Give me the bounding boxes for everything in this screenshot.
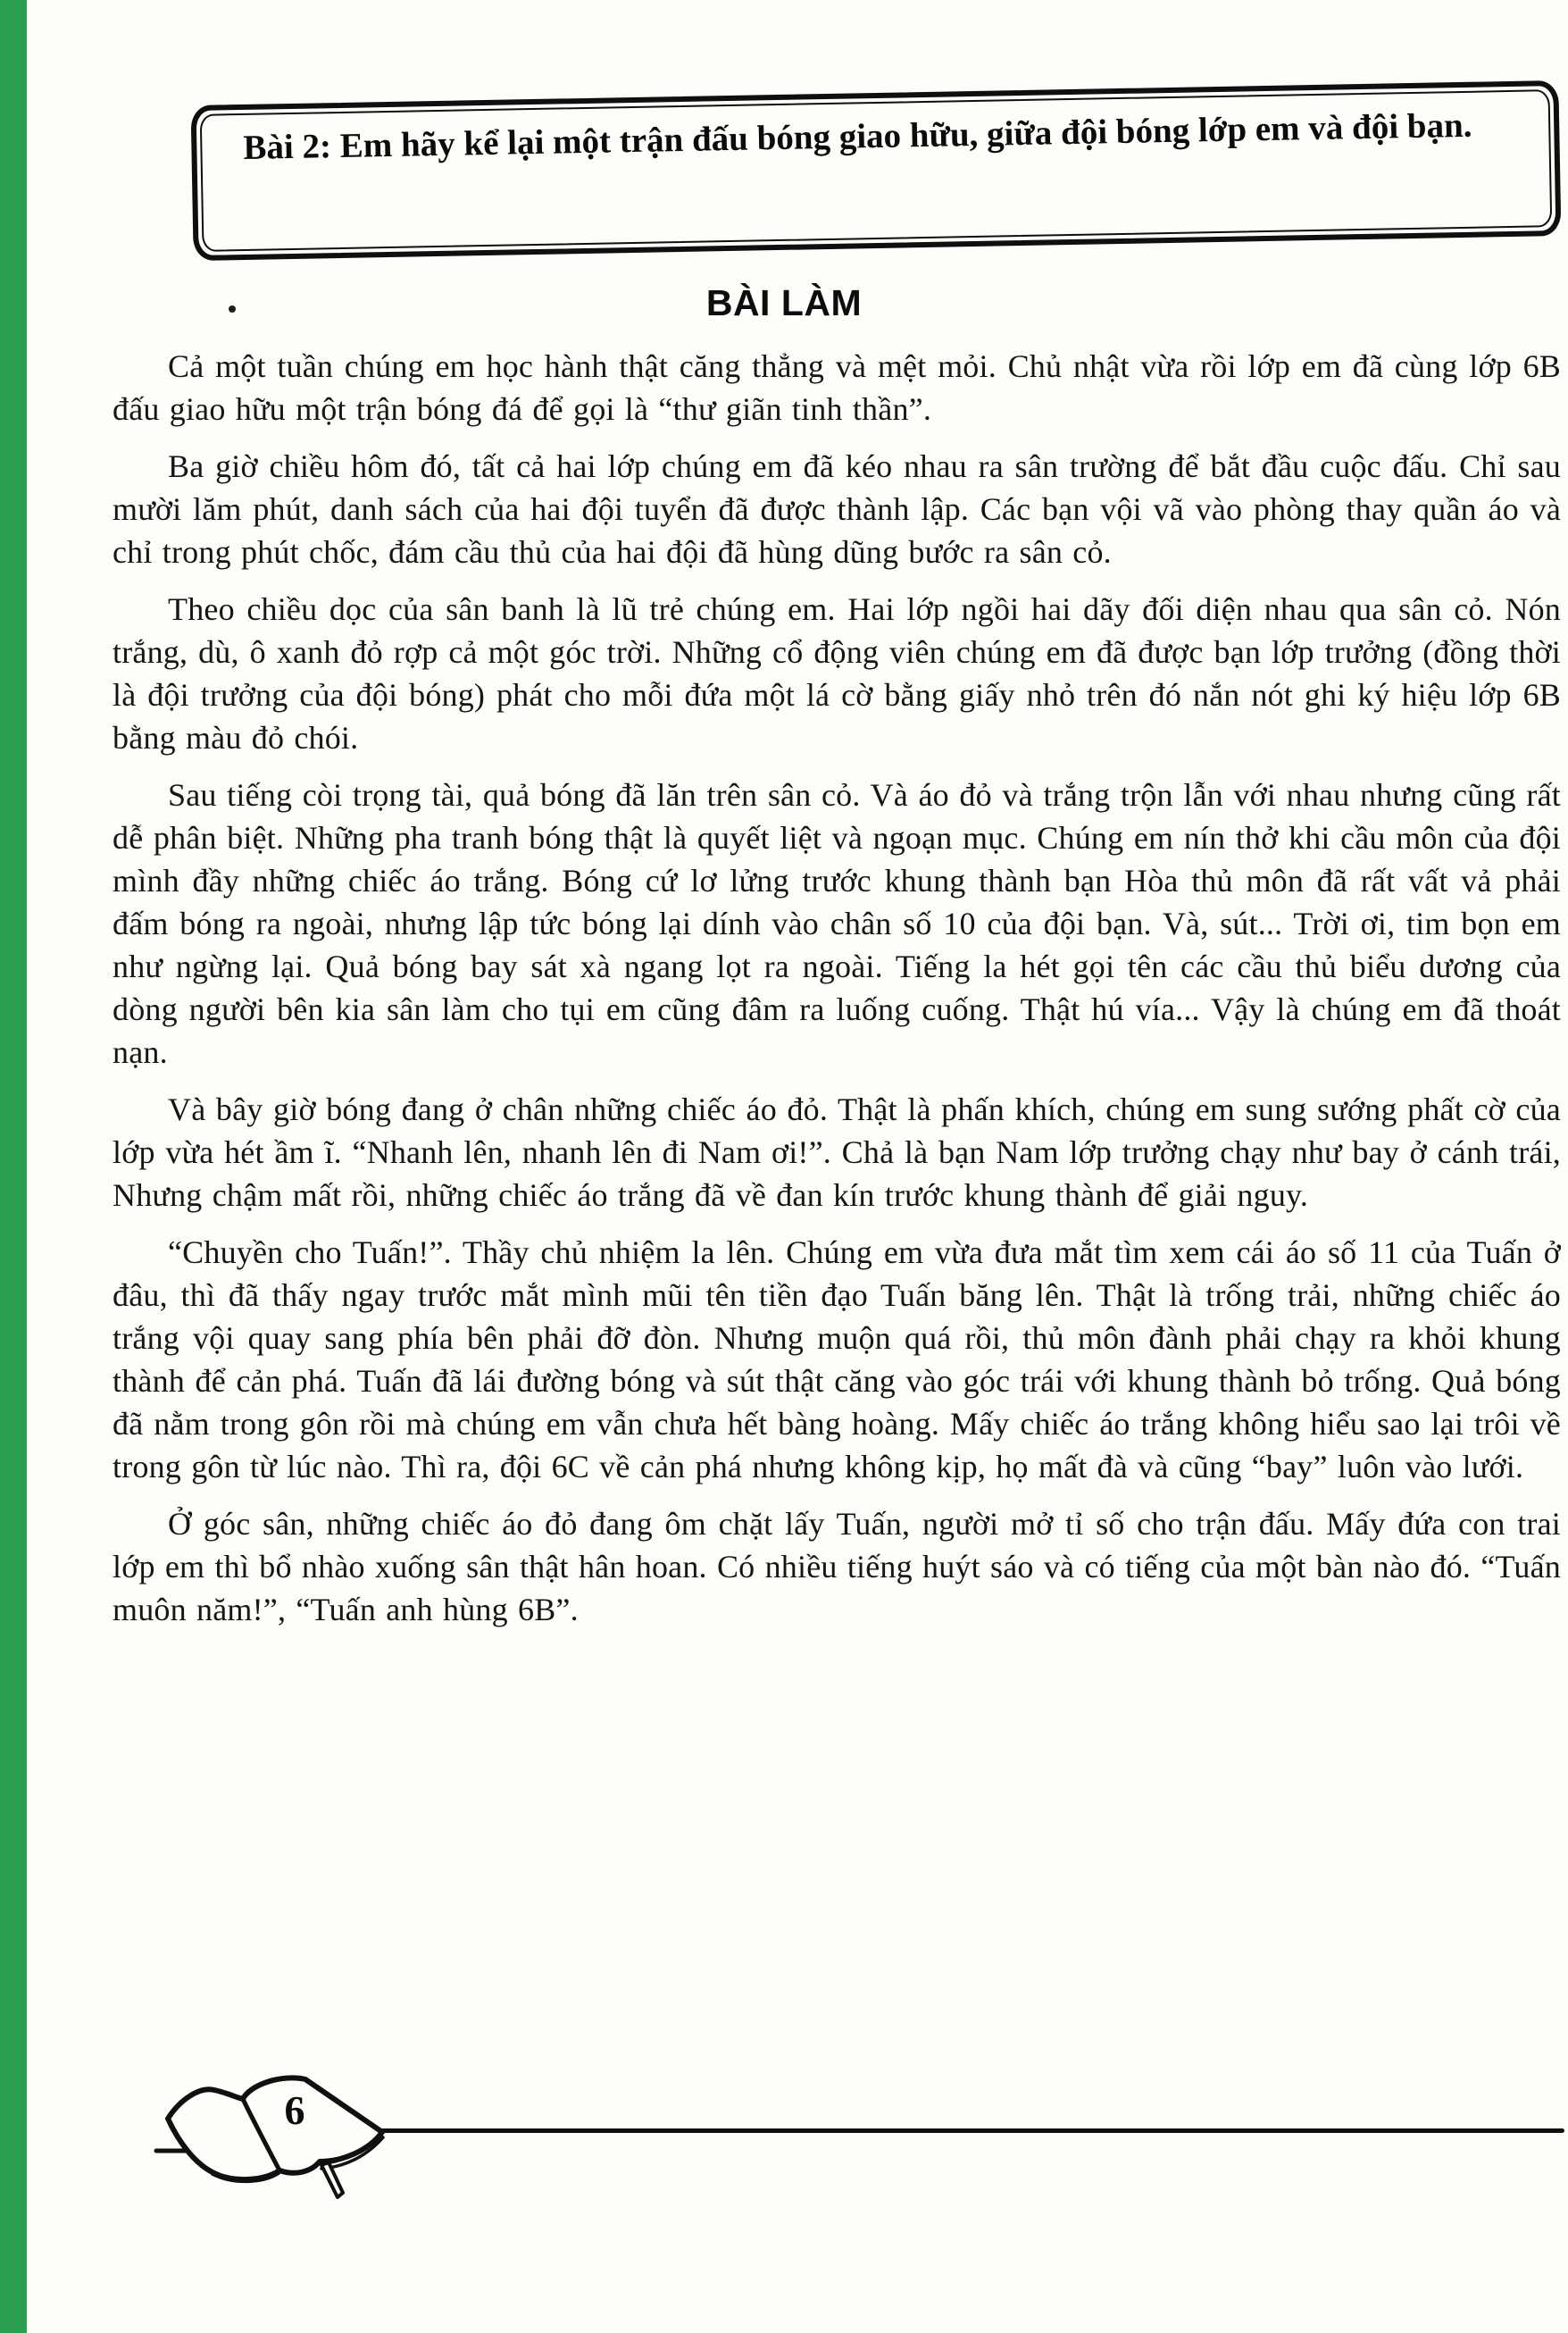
essay-paragraph: Theo chiều dọc của sân banh là lũ trẻ chúng em. Hai lớp ngồi hai dãy đối diện nhau qua sân cỏ. Nón trắng, dù, ô xanh đỏ rợp cả một góc trời. Những cổ động viên chúng em đã được bạn lớp trưởng (đồng thời là đội trưởng của đội bóng) phát cho mỗi đứa một lá cờ bằng giấy nhỏ trên đó nắn nót ghi ký hiệu lớp 6B bằng màu đỏ chói. <box>113 591 1561 756</box>
book-spine <box>0 0 27 2333</box>
page-number: 6 <box>284 2087 305 2133</box>
essay-body <box>113 345 1561 1645</box>
essay-paragraph: Cả một tuần chúng em học hành thật căng thẳng và mệt mỏi. Chủ nhật vừa rồi lớp em đã cùng lớp 6B đấu giao hữu một trận bóng đá để gọi là “thư giãn tinh thần”. <box>113 348 1561 427</box>
essay-paragraph: Và bây giờ bóng đang ở chân những chiếc áo đỏ. Thật là phấn khích, chúng em sung sướng phất cờ của lớp vừa hét ầm ĩ. “Nhanh lên, nhanh lên đi Nam ơi!”. Chả là bạn Nam lớp trưởng chạy như bay ở cánh trái, Nhưng chậm mất rồi, những chiếc áo trắng đã về đan kín trước khung thành để giải nguy. <box>113 1091 1561 1213</box>
essay-heading: BÀI LÀM <box>705 282 863 323</box>
exercise-prompt-box <box>191 80 1562 261</box>
essay-paragraph: “Chuyền cho Tuấn!”. Thầy chủ nhiệm la lên. Chúng em vừa đưa mắt tìm xem cái áo số 11 của Tuấn ở đâu, thì đã thấy ngay trước mắt mình mũi tên tiền đạo Tuấn băng lên. Thật là trống trải, những chiếc áo trắng vội quay sang phía bên phải đỡ đòn. Nhưng muộn quá rồi, thủ môn đành phải chạy ra khỏi khung thành để cản phá. Tuấn đã lái đường bóng và sút thật căng vào góc trái với khung thành bỏ trống. Quả bóng đã nằm trong gôn rồi mà chúng em vẫn chưa hết bàng hoàng. Mấy chiếc áo trắng không hiểu sao lại trôi về trong gôn từ lúc nào. Thì ra, đội 6C về cản phá nhưng không kịp, họ mất đà và cũng “bay” luôn vào lưới. <box>113 1234 1561 1484</box>
footer-rule <box>380 2128 1564 2133</box>
essay-paragraph: Ở góc sân, những chiếc áo đỏ đang ôm chặt lấy Tuấn, người mở tỉ số cho trận đấu. Mấy đứa con trai lớp em thì bổ nhào xuống sân thật hân hoan. Có nhiều tiếng huýt sáo và có tiếng của một bàn nào đó. “Tuấn muôn năm!”, “Tuấn anh hùng 6B”. <box>113 1506 1561 1627</box>
exercise-prompt-text: Bài 2: Em hãy kể lại một trận đấu bóng giao hữu, giữa đội bóng lớp em và đội bạn. <box>243 105 1472 167</box>
essay-paragraph: Ba giờ chiều hôm đó, tất cả hai lớp chúng em đã kéo nhau ra sân trường để bắt đầu cuộc đấu. Chỉ sau mười lăm phút, danh sách của hai đội tuyển đã được thành lập. Các bạn vội vã vào phòng thay quần áo và chỉ trong phút chốc, đám cầu thủ của hai đội đã hùng dũng bước ra sân cỏ. <box>113 448 1561 570</box>
essay-paragraph: Sau tiếng còi trọng tài, quả bóng đã lăn trên sân cỏ. Và áo đỏ và trắng trộn lẫn với nhau nhưng cũng rất dễ phân biệt. Những pha tranh bóng thật là quyết liệt và ngoạn mục. Chúng em nín thở khi cầu môn của đội mình đầy những chiếc áo trắng. Bóng cứ lơ lửng trước khung thành bạn Hòa thủ môn đã rất vất vả phải đấm bóng ra ngoài, nhưng lập tức bóng lại dính vào chân số 10 của đội bạn. Và, sút... Trời ơi, tim bọn em như ngừng lại. Quả bóng bay sát xà ngang lọt ra ngoài. Tiếng la hét gọi tên các cầu thủ biểu dương của dòng người bên kia sân làm cho tụi em cũng đâm ra luống cuống. Thật hú vía... Vậy là chúng em đã thoát nạn. <box>113 777 1561 1070</box>
